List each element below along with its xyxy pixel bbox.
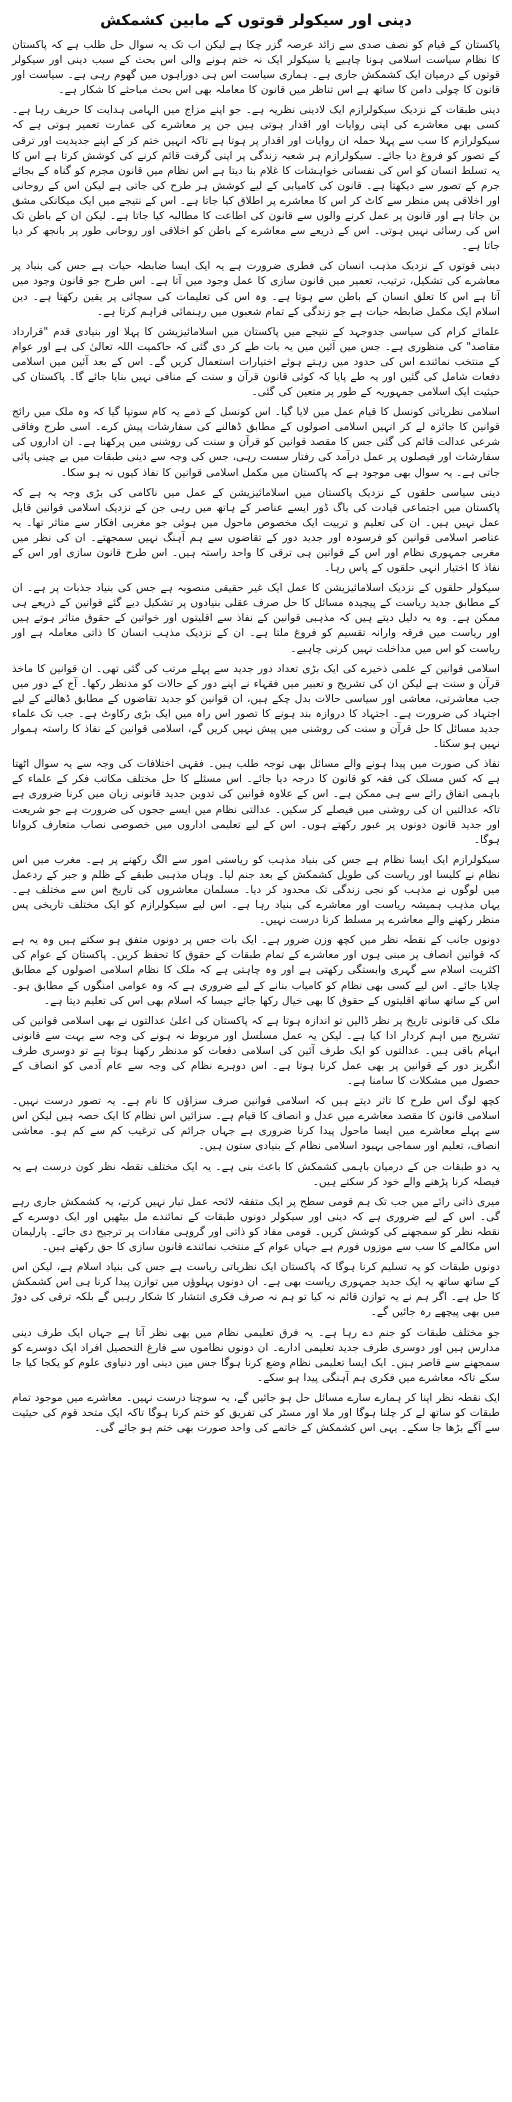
- article-paragraph: یہ دو طبقات جن کے درمیان باہمی کشمکش کا باعث بنی ہے۔ یہ ایک مختلف نقطہ نظر کون درست ہے یہ فیصلہ کرنا پڑھنے والے خود کر سکتے ہیں۔: [12, 1160, 500, 1188]
- article-paragraph: ملک کی قانونی تاریخ پر نظر ڈالیں تو اندازہ ہوتا ہے کہ پاکستان کی اعلیٰ عدالتوں نے بھی اسلامی قوانین کی تشریح میں اہم کردار ادا کیا ہے۔ لیکن یہ عمل مسلسل اور مربوط نہ ہونے کی وجہ سے بہت سے قانونی ابہام باقی ہیں۔ عدالتوں کو ایک طرف آئین کی اسلامی دفعات کو مدنظر رکھنا ہوتا ہے تو دوسری طرف انگریز دور کے قوانین پر بھی عمل کرنا ہوتا ہے۔ اس دوہرے نظام کی وجہ سے عام آدمی کو انصاف کے حصول میں مشکلات کا سامنا ہے۔: [12, 1014, 500, 1088]
- article-paragraph: علمائے کرام کی سیاسی جدوجہد کے نتیجے میں پاکستان میں اسلامائیزیشن کا پہلا اور بنیادی قدم "قرارداد مقاصد" کی منظوری ہے۔ جس میں آئین میں یہ بات طے کر دی گئی کہ حاکمیت اللہ تعالیٰ کی ہے اور عوام کے منتخب نمائندے اس کی حدود میں رہتے ہوئے اختیارات استعمال کریں گے۔ اس کے بعد آئین میں اسلامی دفعات شامل کی گئیں اور یہ طے پایا کہ کوئی قانون قرآن و سنت کے منافی نہیں بنایا جائے گا۔ پاکستان کی حیثیت ایک اسلامی جمہوریہ کے طور پر متعین کی گئی۔: [12, 325, 500, 399]
- article-paragraph: سیکولرازم ایک ایسا نظام ہے جس کی بنیاد مذہب کو ریاستی امور سے الگ رکھنے پر ہے۔ مغرب میں اس نظام نے کلیسا اور ریاست کی طویل کشمکش کے بعد جنم لیا۔ وہاں مذہبی طبقے کے ظلم و جبر کے ردعمل میں لوگوں نے مذہب کو نجی زندگی تک محدود کر دیا۔ مسلمان معاشروں کی تاریخ اس سے مختلف ہے۔ یہاں مذہب ہمیشہ ریاست اور معاشرے کی بنیاد رہا ہے۔ اس لیے سیکولرازم کو ایک مختلف تاریخی پس منظر رکھنے والے معاشرے پر مسلط کرنا درست نہیں۔: [12, 853, 500, 927]
- article-title: دینی اور سیکولر قوتوں کے مابین کشمکش: [100, 11, 412, 29]
- article-paragraph: کچھ لوگ اس طرح کا تاثر دیتے ہیں کہ اسلامی قوانین صرف سزاؤں کا نام ہے۔ یہ تصور درست نہیں۔ اسلامی قانون کا مقصد معاشرے میں عدل و انصاف کا قیام ہے۔ سزائیں اس نظام کا ایک حصہ ہیں لیکن اس سے پہلے معاشرے میں ایسا ماحول پیدا کرنا ضروری ہے جہاں جرائم کی ترغیب کم سے کم ہو۔ معاشی انصاف، تعلیم اور سماجی بہبود اسلامی نظام کے بنیادی ستون ہیں۔: [12, 1095, 500, 1153]
- article-paragraph: سیکولر حلقوں کے نزدیک اسلامائیزیشن کا عمل ایک غیر حقیقی منصوبہ ہے جس کی بنیاد جذبات پر ہے۔ ان کے مطابق جدید ریاست کے پیچیدہ مسائل کا حل صرف عقلی بنیادوں پر تشکیل دیے گئے قوانین کے ذریعے ہی ممکن ہے۔ وہ یہ دلیل دیتے ہیں کہ مذہبی قوانین کے نفاذ سے اقلیتوں اور خواتین کے حقوق متاثر ہوتے ہیں اور ریاست میں فرقہ وارانہ تقسیم کو فروغ ملتا ہے۔ ان کے نزدیک مذہب انسان کا ذاتی معاملہ ہے اور ریاست کو اس میں مداخلت نہیں کرنی چاہیے۔: [12, 582, 500, 655]
- article-paragraph: دینی طبقات کے نزدیک سیکولرازم ایک لادینی نظریہ ہے۔ جو اپنے مزاج میں الہامی ہدایت کا حریف رہا ہے۔ کسی بھی معاشرے کی اپنی روایات اور اقدار ہوتی ہیں جن پر معاشرے کی عمارت تعمیر ہوتی ہے کہ سیکولرازم کا سب سے پہلا حملہ ان روایات اور اقدار پر ہوتا ہے تاکہ انہیں ختم کر کے اپنے جدیدیت اور ترقی کے تصور کو فروغ دیا جائے۔ سیکولرازم ہر شعبہ زندگی پر اپنی گرفت قائم کرنے کی کوشش کرتا ہے اس کا یہ تسلط انسان کو اس کی نفسانی خواہشات کا غلام بنا دیتا ہے اس نظام میں قانون مجرم کو گناہ کے بجائے جرم کے تصور سے دیکھتا ہے۔ قانون کی کامیابی کے لیے کوشش ہر طرح کی جاتی ہے لیکن اس کے روحانی اور اخلاقی پس منظر سے کاٹ کر اس کا معاشرے پر اطلاق کیا جاتا ہے۔ اس کے نتیجے میں ایک میکانکی مشق بن جاتا ہے اور قانون پر عمل کرنے والوں سے قانون کی اطاعت کا مطالبہ کیا جاتا ہے۔ لیکن ان کے باطن تک اس کی رسائی نہیں ہوتی۔ اس کے ذریعے سے معاشرے کے باطن کو اخلاقی اور روحانی طور پر بانجھ کر دیا جاتا ہے۔: [12, 104, 500, 253]
- article-paragraph: دونوں جانب کے نقطہ نظر میں کچھ وزن ضرور ہے۔ ایک بات جس پر دونوں متفق ہو سکتے ہیں وہ یہ ہے کہ قوانین انصاف پر مبنی ہوں اور معاشرے کے تمام طبقات کے حقوق کا تحفظ کریں۔ پاکستان کے عوام کی اکثریت اسلام سے گہری وابستگی رکھتی ہے اور وہ چاہتی ہے کہ ملک کا نظام اسلامی اصولوں کے مطابق چلایا جائے۔ اس لیے کسی بھی نظام کو کامیاب بنانے کے لیے ضروری ہے کہ وہ عوامی امنگوں کے مطابق ہو۔ اس کے ساتھ ساتھ اقلیتوں کے حقوق کا بھی خیال رکھا جائے جیسا کہ اسلام بھی اس کی تعلیم دیتا ہے۔: [12, 934, 500, 1007]
- article-paragraph: پاکستان کے قیام کو نصف صدی سے زائد عرصہ گزر چکا ہے لیکن اب تک یہ سوال حل طلب ہے کہ پاکستان کا نظام سیاست اسلامی ہونا چاہیے یا سیکولر ایک نہ ختم ہونے والی اس بحث کے سبب دینی اور سیکولر قوتوں کے درمیان ایک کشمکش جاری ہے۔ ہماری سیاست اس ہی دوراہوں میں گھوم رہی ہے۔ سیاست اور قانون کا چولی دامن کا ساتھ ہے اس تناظر میں قانون کا معاملہ بھی اس بحث مباحثے کا شکار ہے۔: [12, 39, 500, 97]
- article-paragraph: نفاذ کی صورت میں پیدا ہونے والے مسائل بھی توجہ طلب ہیں۔ فقہی اختلافات کی وجہ سے یہ سوال اٹھتا ہے کہ کس مسلک کی فقہ کو قانون کا درجہ دیا جائے۔ اس مسئلے کا حل مختلف مکاتب فکر کے علماء کے باہمی اتفاق رائے سے ہی ممکن ہے۔ اس کے علاوہ قوانین کی تدوین جدید قانونی زبان میں کرنا ضروری ہے تاکہ عدالتیں ان کی روشنی میں فیصلے کر سکیں۔ عدالتی نظام میں ایسے ججوں کی ضرورت ہے جو شریعت اور جدید قانون دونوں پر عبور رکھتے ہوں۔ اس کے لیے تعلیمی اداروں میں خصوصی نصاب متعارف کروانا ہوگا۔: [12, 758, 500, 846]
- article-paragraph: میری ذاتی رائے میں جب تک ہم قومی سطح پر ایک متفقہ لائحہ عمل تیار نہیں کرتے، یہ کشمکش جاری رہے گی۔ اس کے لیے ضروری ہے کہ دینی اور سیکولر دونوں طبقات کے نمائندے مل بیٹھیں اور ایک دوسرے کے نقطہ نظر کو سمجھنے کی کوشش کریں۔ قومی مفاد کو ذاتی اور گروہی مفادات پر ترجیح دی جائے۔ پارلیمان اس مکالمے کا سب سے موزوں فورم ہے جہاں عوام کے منتخب نمائندے قانون سازی کا حق رکھتے ہیں۔: [12, 1195, 500, 1254]
- article-paragraph: جو مختلف طبقات کو جنم دے رہا ہے۔ یہ فرق تعلیمی نظام میں بھی نظر آتا ہے جہاں ایک طرف دینی مدارس ہیں اور دوسری طرف جدید تعلیمی ادارے۔ ان دونوں نظاموں سے فارغ التحصیل افراد ایک دوسرے کو سمجھنے سے قاصر ہیں۔ ایک ایسا تعلیمی نظام وضع کرنا ہوگا جس میں دینی اور دنیاوی علوم کو یکجا کیا جا سکے تاکہ معاشرے میں فکری ہم آہنگی پیدا ہو سکے۔: [12, 1326, 500, 1384]
- article-paragraph: اسلامی نظریاتی کونسل کا قیام عمل میں لایا گیا۔ اس کونسل کے ذمے یہ کام سونپا گیا کہ وہ ملک میں رائج قوانین کا جائزہ لے کر انہیں اسلامی اصولوں کے مطابق ڈھالنے کی سفارشات پیش کرے۔ اسی طرح وفاقی شرعی عدالت قائم کی گئی جس کا مقصد قوانین کو قرآن و سنت کی روشنی میں پرکھنا ہے۔ ان اداروں کی سفارشات اور فیصلوں پر عمل درآمد کی رفتار سست رہی، جس کی وجہ سے دینی طبقات میں بے چینی پائی جاتی ہے۔ یہ سوال بھی موجود ہے کہ پاکستان میں مکمل اسلامی قوانین کا نفاذ کیوں نہ ہو سکا۔: [12, 406, 500, 479]
- article-body: [12, 38, 500, 1436]
- article-paragraph: دینی سیاسی حلقوں کے نزدیک پاکستان میں اسلامائیزیشن کے عمل میں ناکامی کی بڑی وجہ یہ ہے کہ پاکستان میں اجتماعی قیادت کی باگ ڈور ایسے عناصر کے ہاتھ میں رہی جن کے نزدیک اسلامی قوانین قابل عمل نہیں ہیں۔ ان کی تعلیم و تربیت ایک مخصوص ماحول میں ہوئی جو مغربی افکار سے متاثر تھا۔ یہ عناصر اسلامی قوانین کو فرسودہ اور جدید دور کے تقاضوں سے ہم آہنگ نہیں سمجھتے۔ ان کی نظر میں مغربی جمہوری نظام اور اس کے قوانین ہی ترقی کا واحد راستہ ہیں۔ اس طرح قانون سازی اور اس کے نفاذ کا اختیار انہی حلقوں کے پاس رہا۔: [12, 486, 500, 575]
- article-paragraph: دینی قوتوں کے نزدیک مذہب انسان کی فطری ضرورت ہے یہ ایک ایسا ضابطہ حیات ہے جس کی بنیاد پر معاشرے کی تشکیل، ترتیب، تعمیر میں قانون سازی کا عمل وجود میں آتا ہے۔ اس طرح جو قانون وجود میں آتا ہے اس کا تعلق انسان کے باطن سے ہوتا ہے۔ وہ اس کی تعلیمات کی سچائی پر یقین رکھتا ہے۔ دین اسلام ایک مکمل ضابطہ حیات ہے جو زندگی کے تمام شعبوں میں رہنمائی فراہم کرتا ہے۔: [12, 260, 500, 318]
- article-paragraph: دونوں طبقات کو یہ تسلیم کرنا ہوگا کہ پاکستان ایک نظریاتی ریاست ہے جس کی بنیاد اسلام ہے، لیکن اس کے ساتھ ساتھ یہ ایک جدید جمہوری ریاست بھی ہے۔ ان دونوں پہلوؤں میں توازن پیدا کرنا ہی اس کشمکش کا حل ہے۔ اگر ہم نے یہ توازن قائم نہ کیا تو ہم نہ صرف فکری انتشار کا شکار رہیں گے بلکہ ترقی کی دوڑ میں بھی پیچھے رہ جائیں گے۔: [12, 1261, 500, 1319]
- article-paragraph: ایک نقطہ نظر اپنا کر ہمارے سارے مسائل حل ہو جائیں گے، یہ سوچنا درست نہیں۔ معاشرے میں موجود تمام طبقات کو ساتھ لے کر چلنا ہوگا اور ملا اور مسٹر کی تفریق کو ختم کرنا ہوگا تاکہ ایک متحد قوم کی حیثیت سے آگے بڑھا جا سکے۔ یہی اس کشمکش کے خاتمے کی واحد صورت بھی ختم ہو جائے گی۔: [12, 1391, 500, 1435]
- article-paragraph: اسلامی قوانین کے علمی ذخیرے کی ایک بڑی تعداد دور جدید سے پہلے مرتب کی گئی تھی۔ ان قوانین کا ماخذ قرآن و سنت ہے لیکن ان کی تشریح و تعبیر میں فقہاء نے اپنے دور کے حالات کو مدنظر رکھا۔ آج کے دور میں جب معاشرتی، معاشی اور سیاسی حالات بدل چکے ہیں، ان قوانین کو جدید تقاضوں کے مطابق ڈھالنے کے لیے اجتہاد کی ضرورت ہے۔ اجتہاد کا دروازہ بند ہونے کا تصور اس راہ میں ایک بڑی رکاوٹ ہے۔ جب تک علماء جدید مسائل کا حل قرآن و سنت کی روشنی میں پیش نہیں کریں گے، اسلامی قوانین کے نفاذ کا راستہ ہموار نہیں ہو سکتا۔: [12, 662, 500, 751]
